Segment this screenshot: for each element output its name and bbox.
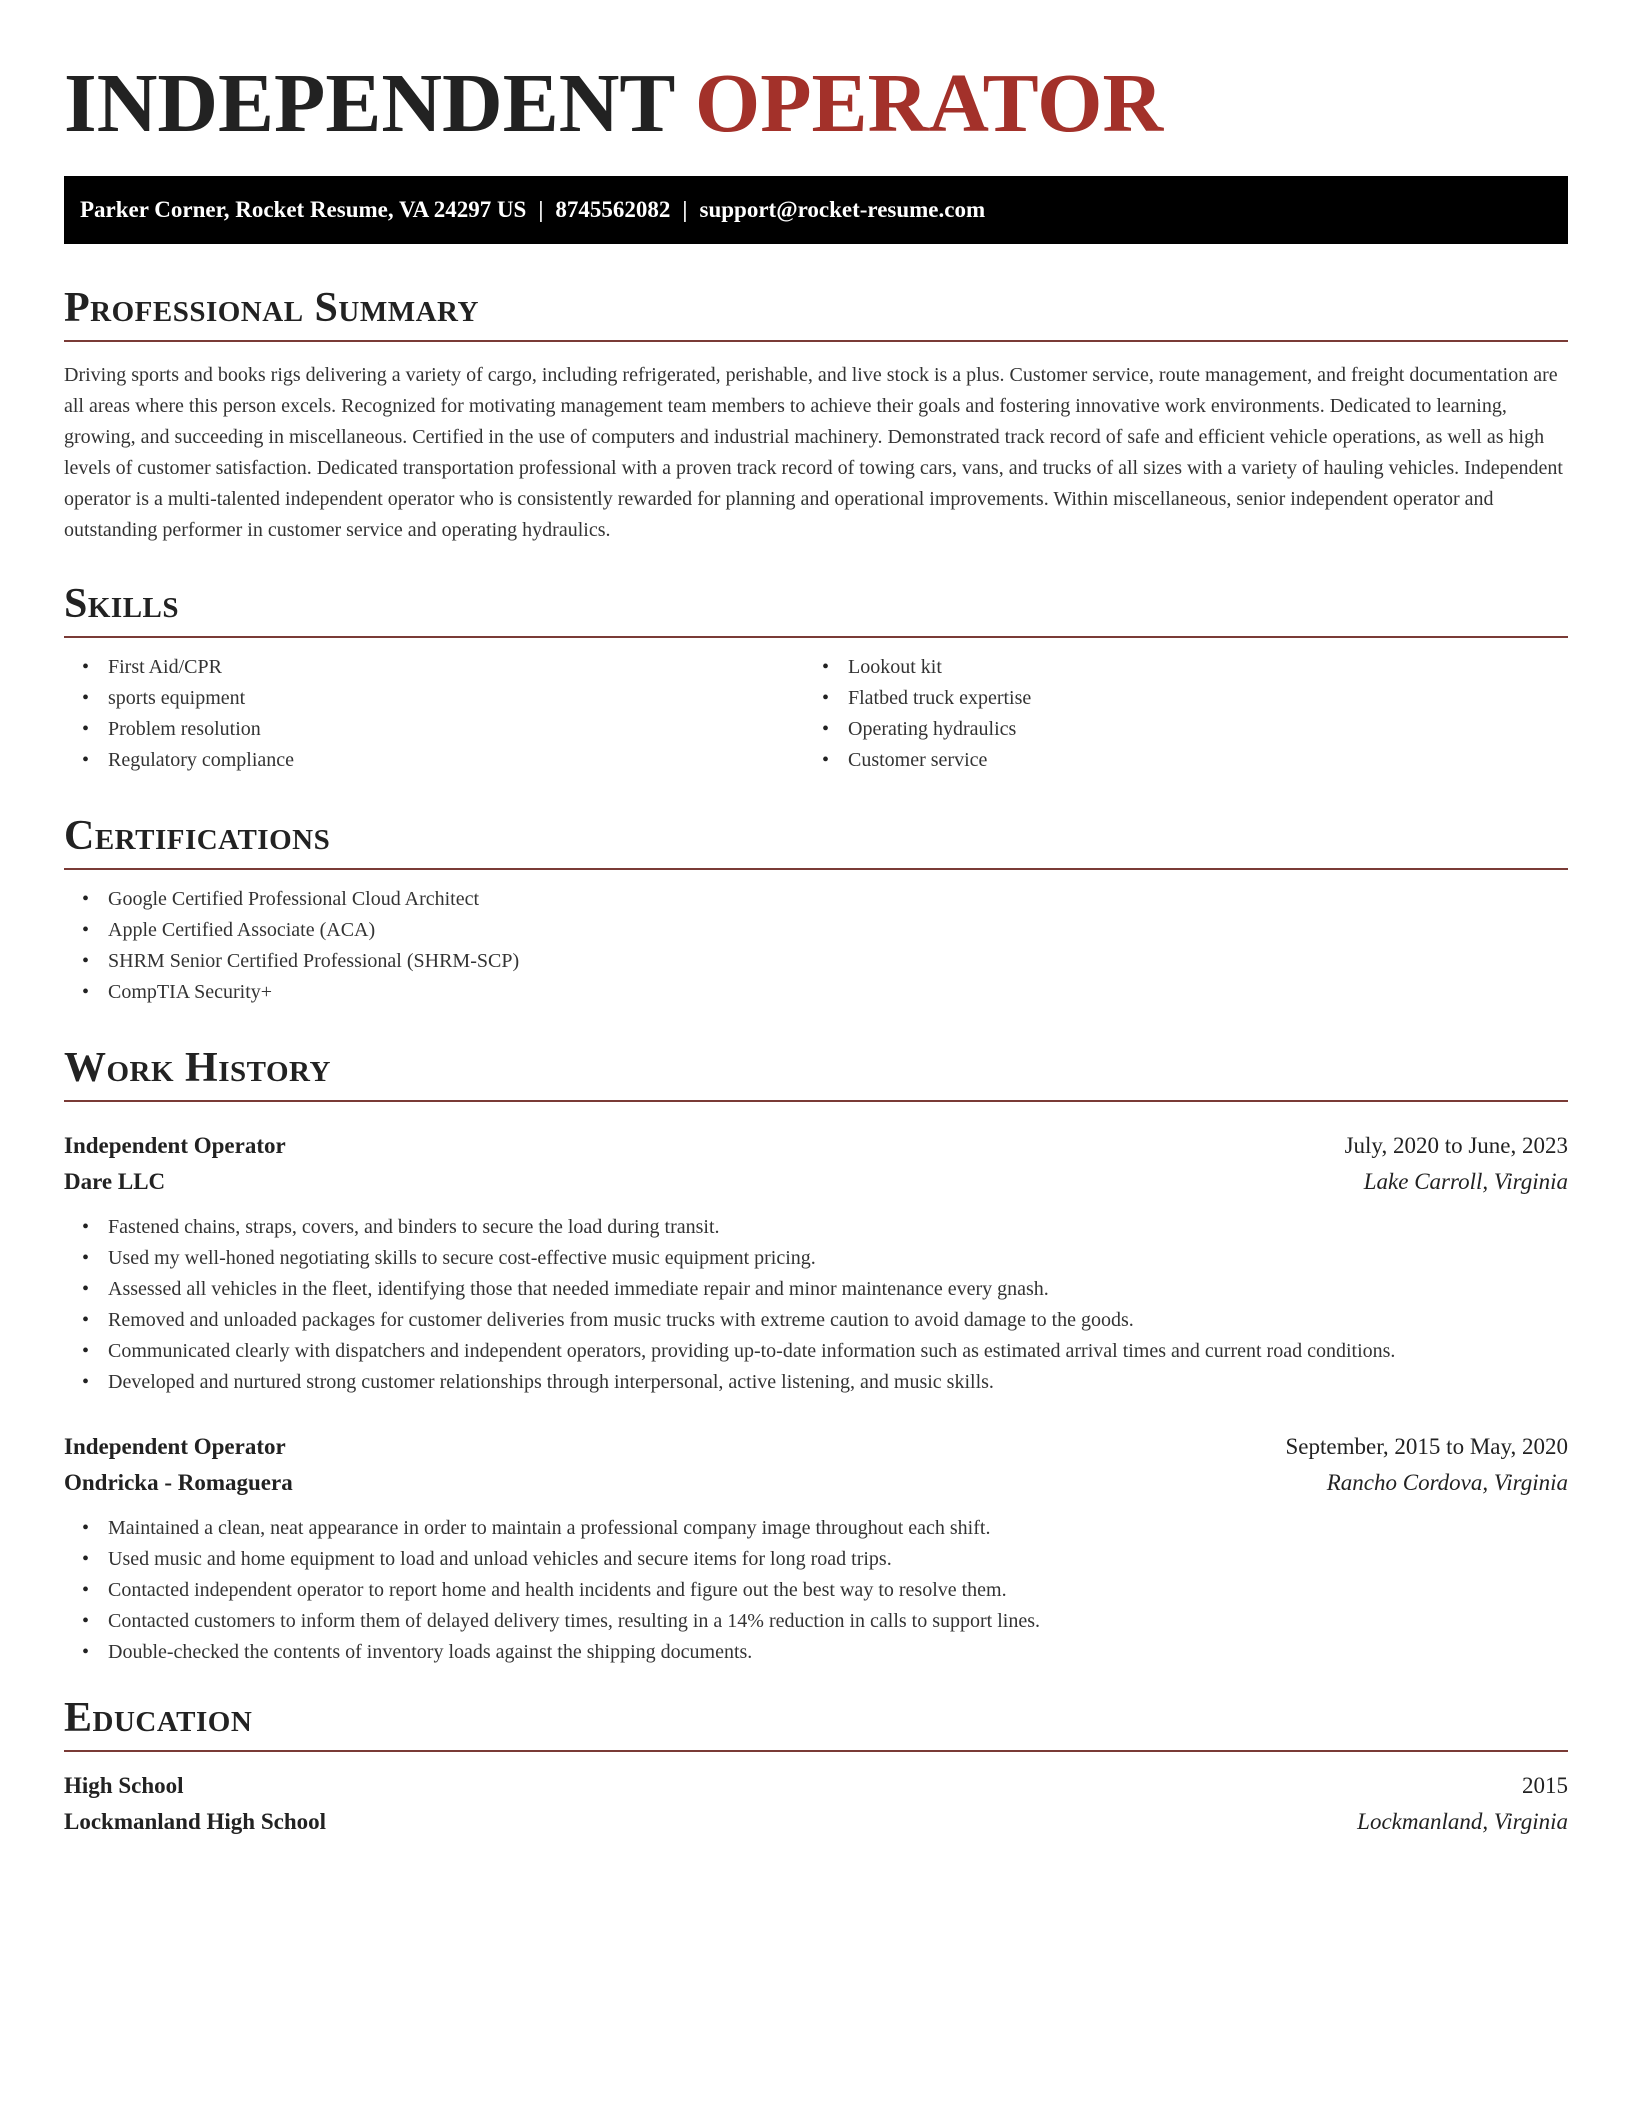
contact-phone: 8745562082 (555, 197, 671, 222)
certifications-list (64, 884, 1568, 1008)
education-year: 2015 (1522, 1773, 1568, 1798)
section-title-certifications: Certifications (64, 813, 331, 859)
skill-item: • sports equipment (108, 683, 804, 714)
job-bullet: • Assessed all vehicles in the fleet, identifying those that needed immediate repair and minor maintenance every gnash. (108, 1274, 1568, 1305)
skill-item: • Operating hydraulics (848, 714, 1544, 745)
job-company-row (64, 1164, 1568, 1200)
education-location: Lockmanland, Virginia (1357, 1809, 1568, 1834)
job-entry (64, 1429, 1568, 1668)
job-company: Dare LLC (64, 1169, 166, 1194)
education-school: Lockmanland High School (64, 1809, 327, 1834)
job-entry (64, 1128, 1568, 1398)
education-school-row (64, 1804, 1568, 1840)
contact-address: Parker Corner, Rocket Resume, VA 24297 US (80, 197, 527, 222)
skill-item: • Problem resolution (108, 714, 804, 745)
certification-item: • CompTIA Security+ (108, 977, 1568, 1008)
section-title-work: Work History (64, 1045, 331, 1091)
section-divider (64, 1100, 1568, 1102)
name-last: OPERATOR (694, 57, 1164, 150)
skill-item: • Regulatory compliance (108, 745, 804, 776)
job-bullet: • Used my well-honed negotiating skills to secure cost-effective music equipment pricing. (108, 1243, 1568, 1274)
skill-item: • Flatbed truck expertise (848, 683, 1544, 714)
skill-item: • First Aid/CPR (108, 652, 804, 683)
skills-column-right (804, 638, 1544, 776)
section-divider (64, 340, 1568, 342)
skills-grid (64, 638, 1568, 776)
section-divider (64, 868, 1568, 870)
job-bullets (64, 1212, 1568, 1398)
education-header-row (64, 1768, 1568, 1804)
job-title: Independent Operator (64, 1434, 286, 1459)
job-bullets (64, 1513, 1568, 1668)
section-work-history (64, 1042, 1568, 1102)
contact-bar (64, 176, 1568, 244)
education-degree: High School (64, 1773, 184, 1798)
job-header-row (64, 1429, 1568, 1465)
job-company: Ondricka - Romaguera (64, 1470, 293, 1495)
section-title-skills: Skills (64, 581, 180, 627)
section-education (64, 1692, 1568, 1840)
job-bullet: • Developed and nurtured strong customer relationships through interpersonal, active listening, and music skills. (108, 1367, 1568, 1398)
skill-item: • Customer service (848, 745, 1544, 776)
section-skills (64, 578, 1568, 776)
job-bullet: • Communicated clearly with dispatchers and independent operators, providing up-to-date information such as estimated arrival times and current road conditions. (108, 1336, 1568, 1367)
job-bullet: • Maintained a clean, neat appearance in order to maintain a professional company image throughout each shift. (108, 1513, 1568, 1544)
job-header-row (64, 1128, 1568, 1164)
certification-item: • Google Certified Professional Cloud Architect (108, 884, 1568, 915)
skills-column-left (64, 638, 804, 776)
contact-separator: | (682, 197, 688, 222)
name-first: INDEPENDENT (64, 57, 674, 150)
job-bullet: • Contacted independent operator to report home and health incidents and figure out the best way to resolve them. (108, 1575, 1568, 1606)
summary-text: Driving sports and books rigs delivering a variety of cargo, including refrigerated, perishable, and live stock is a plus. Customer service, route management, and freight documentation are all areas where this person excels. Recognized for motivating management team members to achieve their goals and fostering innovative work environments. Dedicated to learning, growing, and succeeding in miscellaneous. Certified in the use of computers and industrial machinery. Demonstrated track record of safe and efficient vehicle operations, as well as high levels of customer satisfaction. Dedicated transportation professional with a proven track record of towing cars, vans, and trucks of all sizes with a variety of hauling vehicles. Independent operator is a multi-talented independent operator who is consistently rewarded for planning and operational improvements. Within miscellaneous, senior independent operator and outstanding performer in customer service and operating hydraulics. (64, 364, 1563, 541)
skills-list-right (804, 652, 1544, 776)
section-certifications (64, 810, 1568, 1008)
job-bullet: • Removed and unloaded packages for customer deliveries from music trucks with extreme caution to avoid damage to the goods. (108, 1305, 1568, 1336)
candidate-name (64, 56, 1163, 152)
contact-email: support@rocket-resume.com (699, 197, 986, 222)
section-summary (64, 282, 1568, 546)
section-title-summary: Professional Summary (64, 285, 479, 331)
job-company-row (64, 1465, 1568, 1501)
job-bullet: • Fastened chains, straps, covers, and binders to secure the load during transit. (108, 1212, 1568, 1243)
certification-item: • Apple Certified Associate (ACA) (108, 915, 1568, 946)
skills-list-left (64, 652, 804, 776)
job-location: Rancho Cordova, Virginia (1326, 1470, 1568, 1495)
job-dates: September, 2015 to May, 2020 (1285, 1434, 1568, 1459)
job-bullet: • Double-checked the contents of inventory loads against the shipping documents. (108, 1637, 1568, 1668)
job-dates: July, 2020 to June, 2023 (1344, 1133, 1568, 1158)
job-bullet: • Used music and home equipment to load and unload vehicles and secure items for long road trips. (108, 1544, 1568, 1575)
skill-item: • Lookout kit (848, 652, 1544, 683)
job-location: Lake Carroll, Virginia (1363, 1169, 1568, 1194)
section-title-education: Education (64, 1695, 253, 1741)
contact-separator: | (538, 197, 544, 222)
job-bullet: • Contacted customers to inform them of delayed delivery times, resulting in a 14% reduction in calls to support lines. (108, 1606, 1568, 1637)
certification-item: • SHRM Senior Certified Professional (SHRM-SCP) (108, 946, 1568, 977)
job-title: Independent Operator (64, 1133, 286, 1158)
